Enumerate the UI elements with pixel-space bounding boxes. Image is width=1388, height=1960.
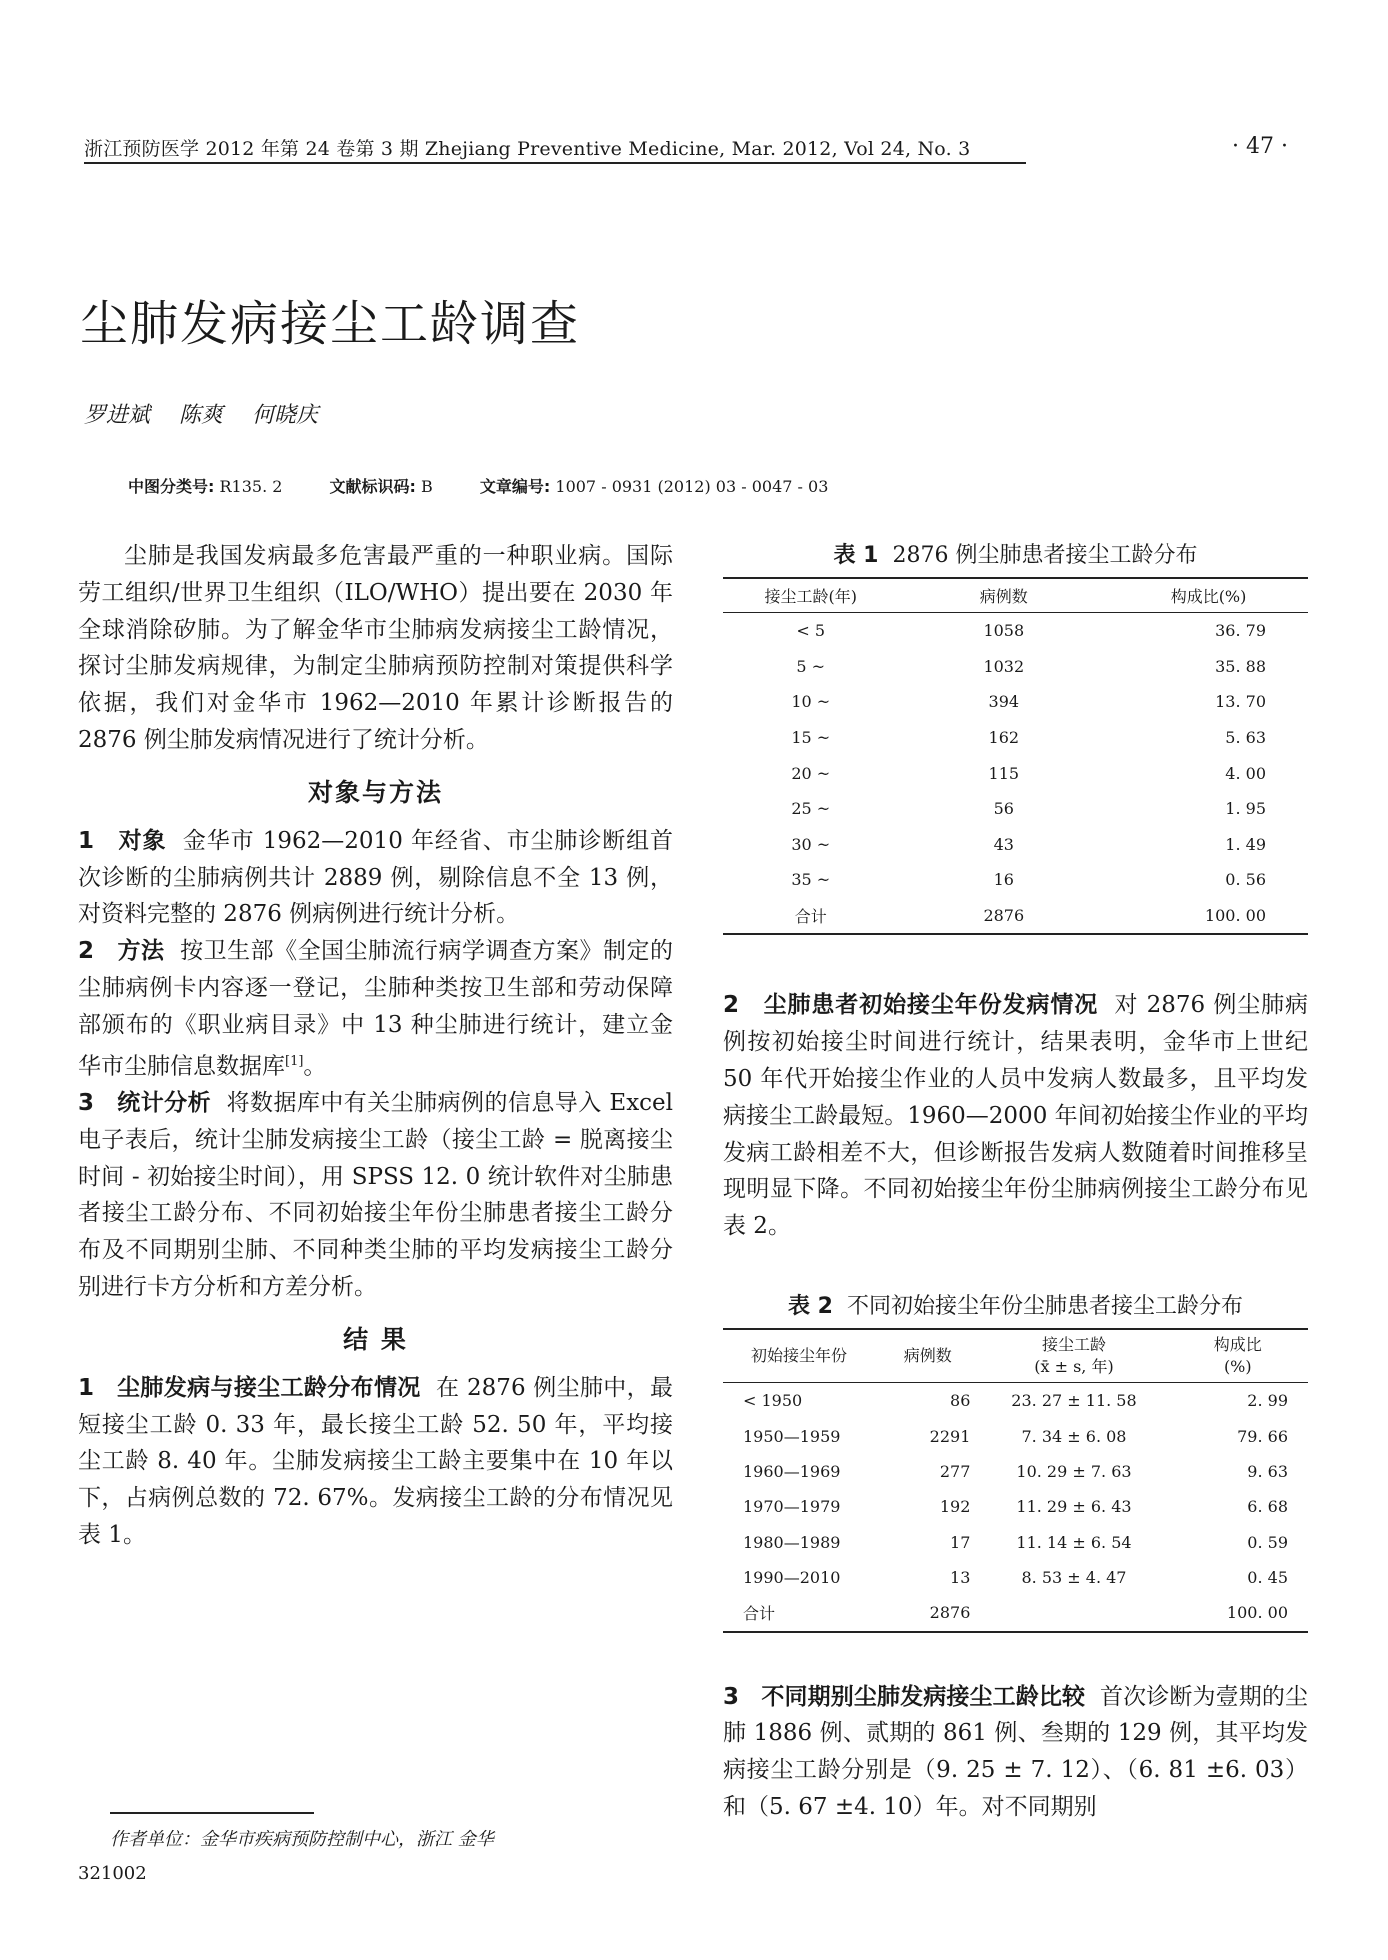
results-item-stage-comparison: 3 不同期别尘肺发病接尘工龄比较 首次诊断为壹期的尘肺 1886 例、贰期的 861 例、叁期的 129 例，其平均发病接尘工龄分别是（9. 25 ± 7. 12）、（6. 81 ±6. 03）和（5. 67 ±4. 10）年。对不同期别: [723, 1683, 1309, 1821]
table1-header-row: [723, 578, 1308, 613]
table-row: 20 ~ 115 4. 00: [791, 763, 1266, 783]
header-rule: [84, 162, 1026, 164]
table-row-total: 合计 2876 100. 00: [743, 1603, 1288, 1624]
table1-col-ratio: 构成比(%): [1109, 578, 1308, 613]
table2-col-year: 初始接尘年份: [723, 1329, 875, 1383]
right-column: [723, 538, 1308, 1826]
table2-header-row: [723, 1329, 1308, 1383]
results-item-distribution: 1 尘肺发病与接尘工龄分布情况 在 2876 例尘肺中，最短接尘工龄 0. 33 年，最长接尘工龄 52. 50 年，平均接尘工龄 8. 40 年。尘肺发病接尘工龄主要集中在 10 年以下，占病例总数的 72. 67%。发病接尘工龄的分布情况见表 1。: [78, 1374, 674, 1548]
table-row: 1950—1959 2291 7. 34 ± 6. 08 79. 66: [743, 1426, 1288, 1446]
table2: [723, 1328, 1308, 1633]
methods-heading: 对象与方法: [307, 777, 443, 807]
table1-caption: 表 1 2876 例尘肺患者接尘工龄分布: [833, 543, 1198, 568]
table1-col-years: 接尘工龄(年): [723, 578, 899, 613]
table2-col-ratio: 构成比 (%): [1168, 1329, 1308, 1383]
article-number: 文章编号: 1007 - 0931 (2012) 03 - 0047 - 03: [479, 477, 829, 496]
table2-col-years-mean: 接尘工龄 (x̄ ± s, 年): [980, 1329, 1167, 1383]
table-row: 1980—1989 17 11. 14 ± 6. 54 0. 59: [743, 1532, 1288, 1552]
table1-col-cases: 病例数: [899, 578, 1110, 613]
table1: [723, 577, 1308, 935]
results-heading: 结 果: [343, 1324, 408, 1354]
running-header: 浙江预防医学 2012 年第 24 卷第 3 期 Zhejiang Preventive Medicine, Mar. 2012, Vol 24, No. 3: [84, 138, 971, 160]
table-row: 1990—2010 13 8. 53 ± 4. 47 0. 45: [743, 1568, 1288, 1588]
table-row: 25 ~ 56 1. 95: [791, 799, 1266, 819]
methods-item-subjects: 1 对象 金华市 1962—2010 年经省、市尘肺诊断组首次诊断的尘肺病例共计 2889 例，剔除信息不全 13 例，对资料完整的 2876 例病例进行统计分析。: [78, 827, 673, 928]
table-row: 5 ~ 1032 35. 88: [796, 656, 1266, 676]
table-row: 1970—1979 192 11. 29 ± 6. 43 6. 68: [743, 1497, 1288, 1517]
document-code: 文献标识码: B: [329, 477, 433, 496]
table-row: < 5 1058 36. 79: [796, 621, 1266, 641]
methods-item-statistics: 3 统计分析 将数据库中有关尘肺病例的信息导入 Excel 电子表后，统计尘肺发病接尘工龄（接尘工龄 = 脱离接尘时间 - 初始接尘时间），用 SPSS 12. 0 统计软件对尘肺患者接尘工龄分布、不同初始接尘年份尘肺患者接尘工龄分布及不同期别尘肺、不同种类尘肺的平均发病接尘工龄分别进行卡方分析和方差分析。: [78, 1090, 674, 1300]
author-affiliation: 作者单位：金华市疾病预防控制中心，浙江 金华 321002: [78, 1829, 494, 1884]
table-row: 30 ~ 43 1. 49: [791, 834, 1266, 854]
page-number: · 47 ·: [1232, 134, 1288, 159]
clc-code: 中图分类号: R135. 2: [128, 477, 283, 496]
table-row: 1960—1969 277 10. 29 ± 7. 63 9. 63: [743, 1461, 1288, 1481]
footnote-rule: [110, 1812, 314, 1814]
table2-col-cases: 病例数: [875, 1329, 980, 1383]
table-row: 10 ~ 394 13. 70: [791, 692, 1266, 712]
authors: 罗进斌 陈爽 何晓庆: [84, 403, 318, 428]
left-column: [78, 538, 673, 1554]
results-item-initial-year: 2 尘肺患者初始接尘年份发病情况 对 2876 例尘肺病例按初始接尘时间进行统计，结果表明，金华市上世纪 50 年代开始接尘作业的人员中发病人数最多，且平均发病接尘工龄最短。1960—2000 年间初始接尘作业的平均发病工龄相差不大，但诊断报告发病人数随着时间推移呈现明显下降。不同初始接尘年份尘肺病例接尘工龄分布见表 2。: [723, 992, 1308, 1240]
table2-caption: 表 2 不同初始接尘年份尘肺患者接尘工龄分布: [788, 1293, 1243, 1319]
table-row: 15 ~ 162 5. 63: [791, 728, 1266, 748]
table-row-total: 合计 2876 100. 00: [794, 906, 1266, 927]
classification-line: [128, 474, 870, 497]
table-row: < 1950 86 23. 27 ± 11. 58 2. 99: [743, 1391, 1288, 1411]
article-title: 尘肺发病接尘工龄调查: [80, 296, 581, 352]
intro-paragraph: 尘肺是我国发病最多危害最严重的一种职业病。国际劳工组织/世界卫生组织（ILO/WHO）提出要在 2030 年全球消除矽肺。为了解金华市尘肺病发病接尘工龄情况，探讨尘肺发病规律，为制定尘肺病预防控制对策提供科学依据，我们对金华市 1962—2010 年累计诊断报告的 2876 例尘肺发病情况进行了统计分析。: [78, 543, 673, 753]
methods-item-method: 2 方法 按卫生部《全国尘肺流行病学调查方案》制定的尘肺病例卡内容逐一登记，尘肺种类按卫生部和劳动保障部颁布的《职业病目录》中 13 种尘肺进行统计，建立金华市尘肺信息数据库[1]。: [78, 938, 674, 1080]
table-row: 35 ~ 16 0. 56: [791, 870, 1266, 890]
